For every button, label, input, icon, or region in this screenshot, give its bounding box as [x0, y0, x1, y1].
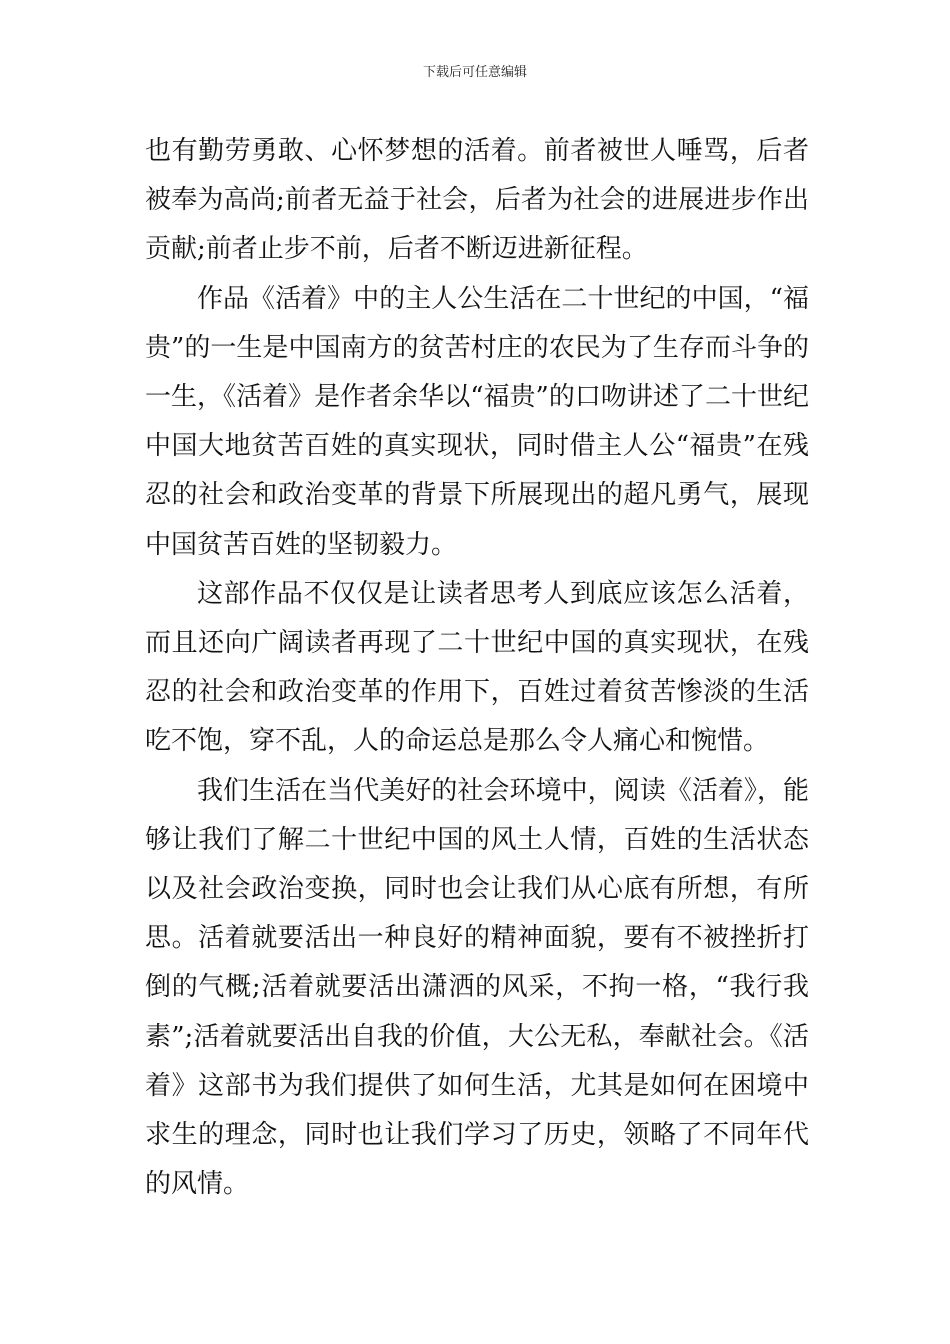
paragraph-reality: 这部作品不仅仅是让读者思考人到底应该怎么活着，而且还向广阔读者再现了二十世纪中国的真实现状，在残忍的社会和政治变革的作用下，百姓过着贫苦惨淡的生活吃不饱，穿不乱，人的命运总是那么令人痛心和惋惜。: [145, 578, 809, 757]
paragraph-reflection: 我们生活在当代美好的社会环境中，阅读《活着》，能够让我们了解二十世纪中国的风土人情，百姓的生活状态以及社会政治变换，同时也会让我们从心底有所想，有所思。活着就要活出一种良好的精神面貌，要有不被挫折打倒的气概;活着就要活出潇洒的风采，不拘一格，“我行我素”;活着就要活出自我的价值，大公无私，奉献社会。《活着》这部书为我们提供了如何生活，尤其是如何在困境中求生的理念，同时也让我们学习了历史，领略了不同年代的风情。: [145, 775, 809, 1200]
paragraph-continuation: 也有勤劳勇敢、心怀梦想的活着。前者被世人唾骂，后者被奉为高尚;前者无益于社会，后者为社会的进展进步作出贡献;前者止步不前，后者不断迈进新征程。: [145, 136, 809, 265]
page-header: 下载后可任意编辑: [422, 65, 527, 80]
paragraph-protagonist: 作品《活着》中的主人公生活在二十世纪的中国，“福贵”的一生是中国南方的贫苦村庄的农民为了生存而斗争的一生，《活着》是作者余华以“福贵”的口吻讲述了二十世纪中国大地贫苦百姓的真实现状，同时借主人公“福贵”在残忍的社会和政治变革的背景下所展现出的超凡勇气，展现中国贫苦百姓的坚韧毅力。: [145, 283, 809, 560]
document-body: [145, 127, 809, 1209]
